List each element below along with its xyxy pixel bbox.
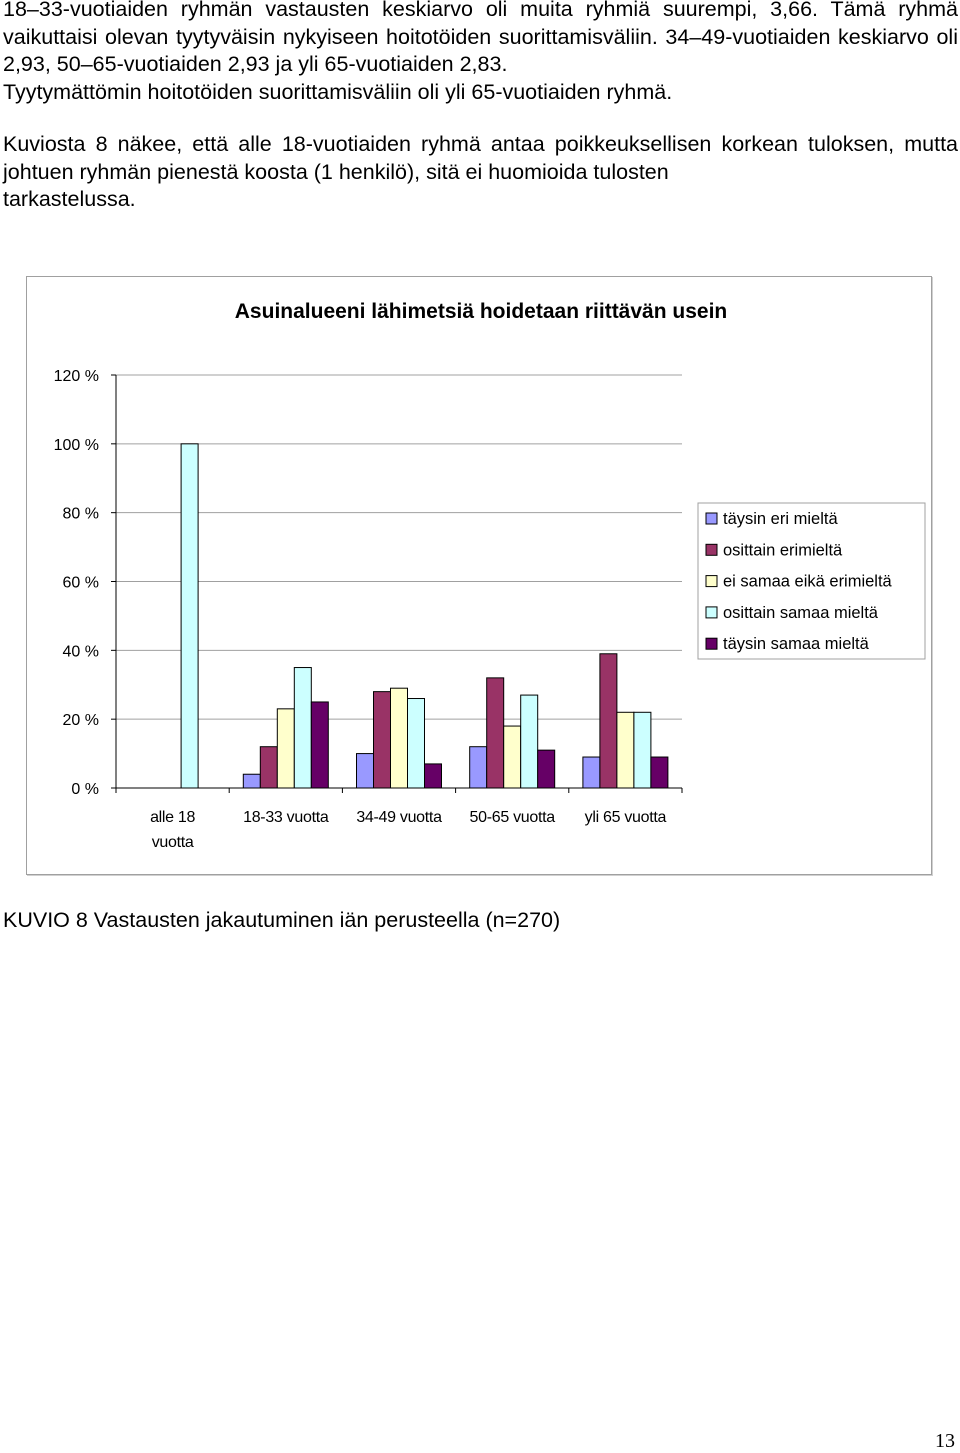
bar: [243, 774, 260, 788]
figure-caption: KUVIO 8 Vastausten jakautuminen iän perusteella (n=270): [3, 908, 561, 932]
bar: [600, 654, 617, 788]
y-tick-label: 20 %: [62, 712, 99, 730]
legend-label: osittain erimieltä: [723, 541, 843, 560]
bar: [538, 750, 555, 788]
bar: [374, 692, 391, 788]
bar: [617, 712, 634, 788]
bar: [260, 747, 277, 788]
legend-label: ei samaa eikä erimieltä: [723, 572, 892, 591]
y-tick-label: 60 %: [62, 574, 99, 592]
bar: [634, 712, 651, 788]
page-number: 13: [935, 1430, 955, 1452]
y-tick-label: 0 %: [71, 781, 99, 798]
bar: [583, 757, 600, 788]
bar: [391, 688, 408, 788]
legend-swatch: [706, 576, 717, 587]
paragraph-age-averages: [3, 0, 958, 106]
y-tick-label: 100 %: [53, 436, 99, 454]
bars: [181, 444, 668, 788]
x-axis-ticks: [116, 788, 682, 851]
y-axis-ticks: [54, 368, 116, 798]
bar: [311, 702, 328, 788]
bar-chart: [27, 277, 931, 874]
y-tick-label: 40 %: [62, 643, 99, 661]
bar: [181, 444, 198, 788]
y-tick-label: 120 %: [53, 368, 99, 385]
paragraph-figure-note: [3, 131, 958, 214]
paragraph-2-last-line: tarkastelussa.: [3, 187, 136, 211]
bar: [294, 668, 311, 788]
legend-swatch: [706, 513, 717, 524]
x-tick-label: alle 18 vuotta: [150, 809, 196, 851]
bar: [357, 754, 374, 788]
legend: [698, 503, 925, 659]
x-tick-label: 18-33 vuotta: [243, 809, 329, 826]
bar: [408, 699, 425, 788]
y-tick-label: 80 %: [62, 505, 99, 523]
paragraph-1-last-line: Tyytymättömin hoitotöiden suorittamisväliin oli yli 65-vuotiaiden ryhmä.: [3, 79, 673, 104]
x-tick-label: yli 65 vuotta: [584, 809, 667, 826]
chart-frame: [26, 276, 932, 875]
legend-label: osittain samaa mieltä: [723, 603, 878, 622]
grid-lines: [116, 375, 682, 719]
chart-title: Asuinalueeni lähimetsiä hoidetaan riittävän usein: [234, 300, 728, 323]
legend-swatch: [706, 544, 717, 555]
bar: [277, 709, 294, 788]
bar: [651, 757, 668, 788]
bar: [521, 695, 538, 788]
paragraph-1-body: 18–33-vuotiaiden ryhmän vastausten keskiarvo oli muita ryhmiä suurempi, 3,66. Tämä ryhmä vaikuttaisi olevan tyytyväisin nykyiseen hoitotöiden suorittamisväliin. 34–49-vuotiaiden keskiarvo oli 2,93, 50–65-vuotiaiden 2,93 ja yli 65-vuotiaiden 2,83.: [3, 0, 958, 76]
x-tick-label: 34-49 vuotta: [356, 809, 442, 826]
bar: [504, 726, 521, 788]
legend-swatch: [706, 607, 717, 618]
bar: [487, 678, 504, 788]
paragraph-2-body: Kuviosta 8 näkee, että alle 18-vuotiaiden ryhmä antaa poikkeuksellisen korkean tuloksen, mutta johtuen ryhmän pienestä koosta (1 henkilö), sitä ei huomioida tulosten: [3, 132, 958, 184]
x-tick-label: 50-65 vuotta: [469, 809, 555, 826]
legend-label: täysin samaa mieltä: [723, 635, 869, 654]
legend-label: täysin eri mieltä: [723, 510, 838, 528]
legend-swatch: [706, 638, 717, 649]
bar: [425, 764, 442, 788]
bar: [470, 747, 487, 788]
